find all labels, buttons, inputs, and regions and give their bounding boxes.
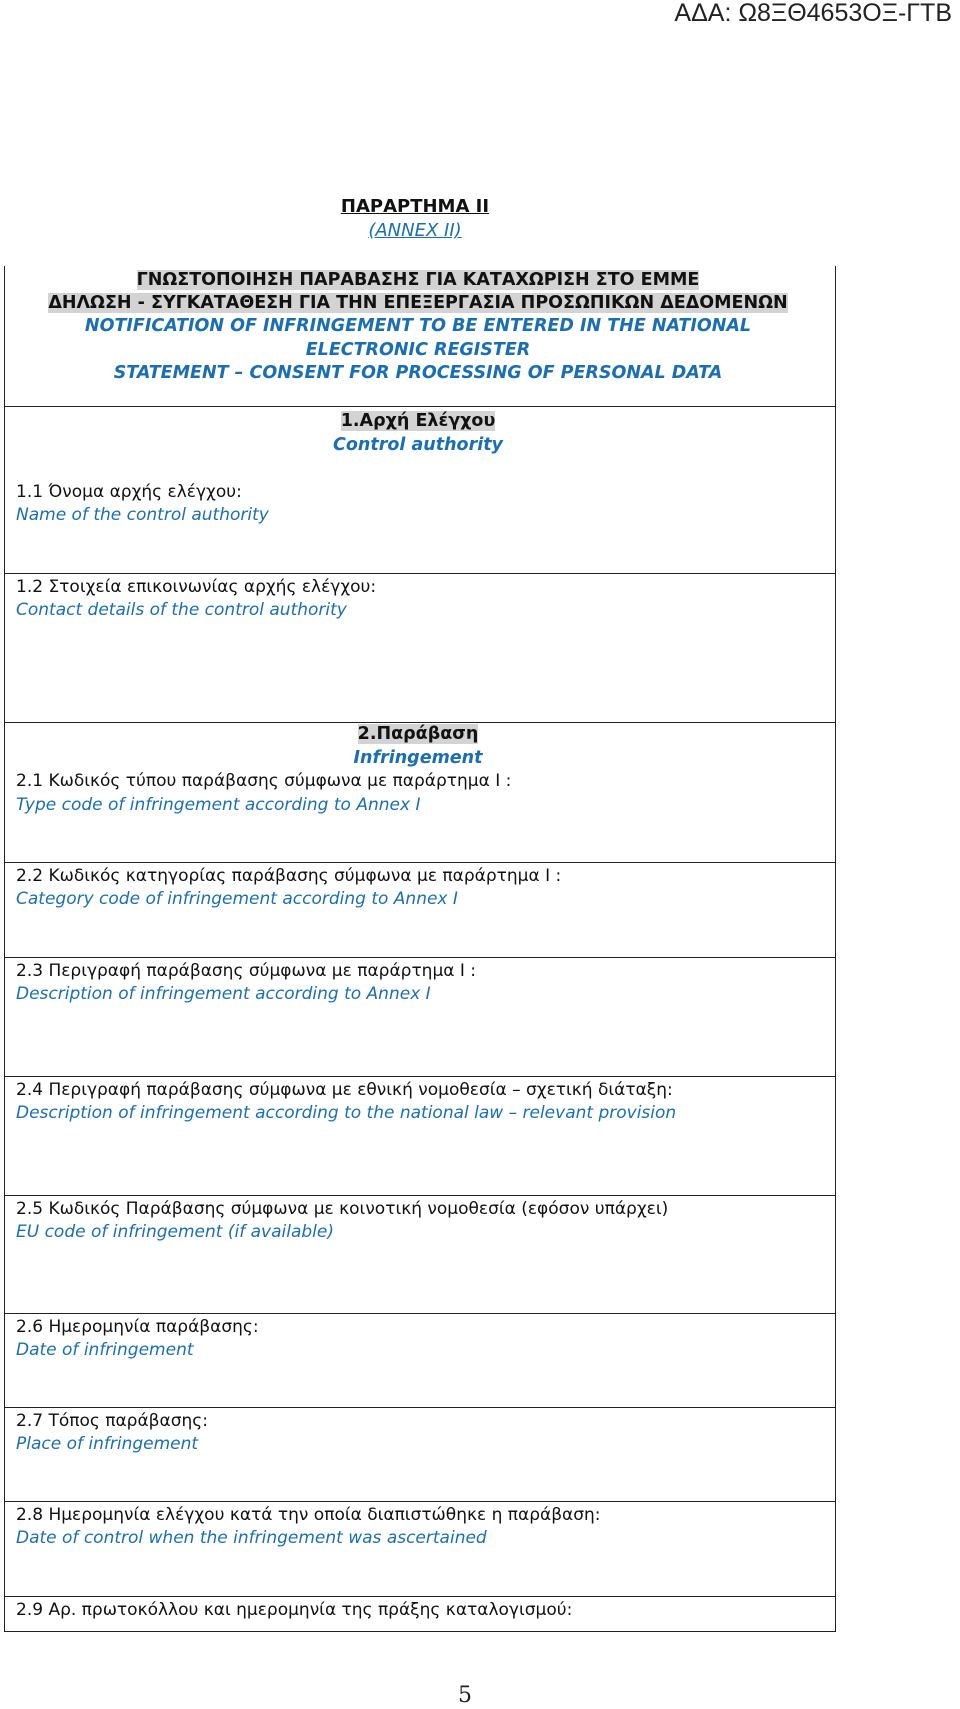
field-2-8-label: 2.8 Ημερομηνία ελέγχου κατά την οποία διαπιστώθηκε η παράβαση: <box>16 1505 601 1525</box>
field-2-1-label-en: Type code of infringement according to Annex I <box>16 795 421 815</box>
form-right-border <box>835 266 836 1632</box>
row-divider <box>4 1407 836 1408</box>
field-2-1-label: 2.1 Κωδικός τύπου παράβασης σύμφωνα με παράρτημα Ι : <box>16 771 512 791</box>
section2-heading-en: Infringement <box>353 748 483 768</box>
row-divider <box>4 406 836 407</box>
field-2-7-label-en: Place of infringement <box>16 1434 199 1454</box>
row-divider <box>4 573 836 574</box>
field-2-2-label: 2.2 Κωδικός κατηγορίας παράβασης σύμφωνα με παράρτημα Ι : <box>16 866 562 886</box>
row-divider <box>4 1596 836 1597</box>
form-bottom-border <box>4 1631 836 1632</box>
section1-heading: 1.Αρχή Ελέγχου <box>340 411 496 431</box>
field-1-1-label-en: Name of the control authority <box>16 505 269 525</box>
form-left-border <box>4 266 5 1632</box>
row-divider <box>4 957 836 958</box>
annex-subtitle: (ANNEX II) <box>368 220 462 241</box>
notification-title-en-2: ELECTRONIC REGISTER <box>305 340 531 360</box>
row-divider <box>4 1195 836 1196</box>
field-2-5-label: 2.5 Κωδικός Παράβασης σύμφωνα με κοινοτική νομοθεσία (εφόσον υπάρχει) <box>16 1199 669 1219</box>
field-2-3-label-en: Description of infringement according to Annex I <box>16 984 431 1004</box>
annex-title: ΠΑΡΑΡΤΗΜΑ ΙΙ <box>340 196 490 217</box>
notification-title-en-1: NOTIFICATION OF INFRINGEMENT TO BE ENTERED IN THE NATIONAL <box>84 316 752 336</box>
field-2-7-label: 2.7 Τόπος παράβασης: <box>16 1411 208 1431</box>
row-divider <box>4 862 836 863</box>
section1-heading-en: Control authority <box>333 435 503 455</box>
section2-heading: 2.Παράβαση <box>357 724 479 744</box>
notification-title-en-3: STATEMENT – CONSENT FOR PROCESSING OF PERSONAL DATA <box>113 363 723 383</box>
field-2-2-label-en: Category code of infringement according to Annex I <box>16 889 458 909</box>
field-1-2-label-en: Contact details of the control authority <box>16 600 347 620</box>
field-2-3-label: 2.3 Περιγραφή παράβασης σύμφωνα με παράρτημα Ι : <box>16 961 477 981</box>
row-divider <box>4 1313 836 1314</box>
field-2-4-label: 2.4 Περιγραφή παράβασης σύμφωνα με εθνική νομοθεσία – σχετική διάταξη: <box>16 1080 673 1100</box>
field-1-1-label: 1.1 Όνομα αρχής ελέγχου: <box>16 482 242 502</box>
notification-title-gr-2: ΔΗΛΩΣΗ - ΣΥΓΚΑΤΑΘΕΣΗ ΓΙΑ ΤΗΝ ΕΠΕΞΕΡΓΑΣΙΑ ΠΡΟΣΩΠΙΚΩΝ ΔΕΔΟΜΕΝΩΝ <box>48 293 788 313</box>
row-divider <box>4 1501 836 1502</box>
field-2-6-label: 2.6 Ημερομηνία παράβασης: <box>16 1317 259 1337</box>
ada-code: ΑΔΑ: Ω8ΞΘ4653ΟΞ-ΓΤΒ <box>674 0 952 27</box>
field-2-9-label: 2.9 Αρ. πρωτοκόλλου και ημερομηνία της πράξης καταλογισμού: <box>16 1600 573 1620</box>
field-2-5-label-en: EU code of infringement (if available) <box>16 1222 334 1242</box>
field-2-8-label-en: Date of control when the infringement was ascertained <box>16 1528 487 1548</box>
field-2-6-label-en: Date of infringement <box>16 1340 194 1360</box>
field-2-4-label-en: Description of infringement according to the national law – relevant provision <box>16 1103 677 1123</box>
field-1-2-label: 1.2 Στοιχεία επικοινωνίας αρχής ελέγχου: <box>16 577 377 597</box>
notification-title-gr-1: ΓΝΩΣΤΟΠΟΙΗΣΗ ΠΑΡΑΒΑΣΗΣ ΓΙΑ ΚΑΤΑΧΩΡΙΣΗ ΣΤΟ ΕΜΜΕ <box>136 270 700 290</box>
row-divider <box>4 1076 836 1077</box>
page-number: 5 <box>458 1683 472 1708</box>
